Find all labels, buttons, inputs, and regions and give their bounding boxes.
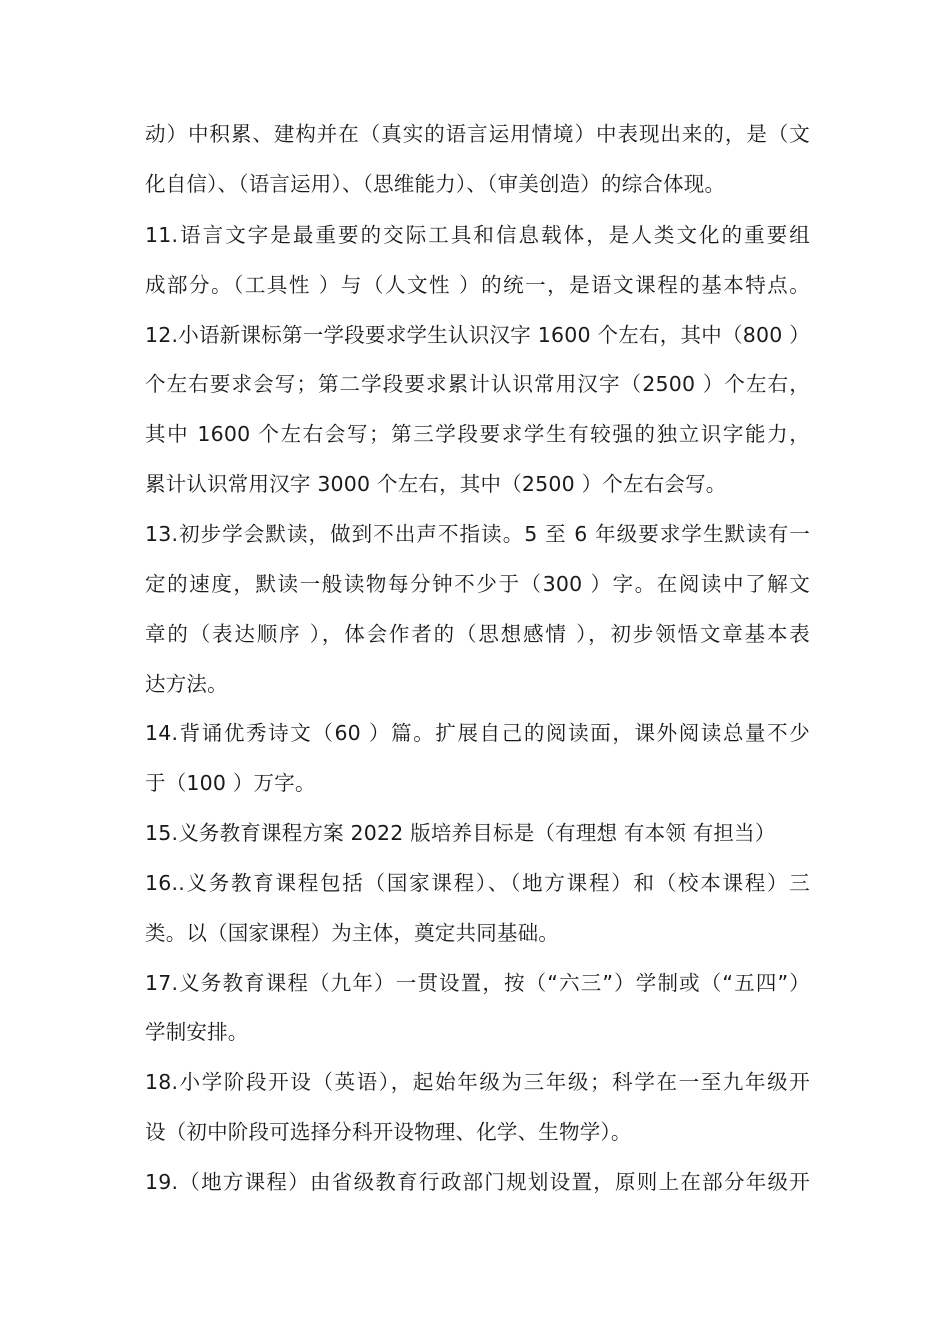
text-line: 化自信）、（语言运用）、（思维能力）、（审美创造）的综合体现。 bbox=[145, 172, 726, 196]
text-line: 19.（地方课程）由省级教育行政部门规划设置，原则上在部分年级开 bbox=[145, 1170, 810, 1194]
text-line: 14.背诵优秀诗文（60 ）篇。扩展自己的阅读面，课外阅读总量不少 bbox=[145, 721, 810, 745]
text-line: 设（初中阶段可选择分科开设物理、化学、生物学）。 bbox=[145, 1120, 632, 1144]
text-line: 13.初步学会默读，做到不出声不指读。5 至 6 年级要求学生默读有一 bbox=[145, 522, 810, 546]
text-line: 15.义务教育课程方案 2022 版培养目标是（有理想 有本领 有担当） bbox=[145, 821, 776, 845]
text-line: 17.义务教育课程（九年）一贯设置，按（“六三”）学制或（“五四”） bbox=[145, 971, 810, 995]
text-line: 累计认识常用汉字 3000 个左右，其中（2500 ）个左右会写。 bbox=[145, 472, 727, 496]
text-line: 类。以（国家课程）为主体，奠定共同基础。 bbox=[145, 921, 559, 945]
text-line: 其中 1600 个左右会写；第三学段要求学生有较强的独立识字能力， bbox=[145, 422, 810, 446]
text-line: 章的（表达顺序 ），体会作者的（思想感情 ），初步领悟文章基本表 bbox=[145, 622, 810, 646]
text-line: 11.语言文字是最重要的交际工具和信息载体，是人类文化的重要组 bbox=[145, 223, 810, 247]
text-line: 学制安排。 bbox=[145, 1020, 249, 1044]
text-line: 18.小学阶段开设（英语），起始年级为三年级；科学在一至九年级开 bbox=[145, 1070, 810, 1094]
text-line: 定的速度，默读一般读物每分钟不少于（300 ）字。在阅读中了解文 bbox=[145, 572, 810, 596]
text-line: 达方法。 bbox=[145, 672, 228, 696]
text-line: 动）中积累、建构并在（真实的语言运用情境）中表现出来的，是（文 bbox=[145, 122, 810, 146]
text-line: 成部分。（工具性 ）与（人文性 ）的统一，是语文课程的基本特点。 bbox=[145, 273, 810, 297]
text-line: 12.小语新课标第一学段要求学生认识汉字 1600 个左右，其中（800 ） bbox=[145, 323, 810, 347]
text-line: 16..义务教育课程包括（国家课程）、（地方课程）和（校本课程）三 bbox=[145, 871, 810, 895]
text-line: 于（100 ）万字。 bbox=[145, 771, 316, 795]
text-line: 个左右要求会写；第二学段要求累计认识常用汉字（2500 ）个左右， bbox=[145, 372, 810, 396]
